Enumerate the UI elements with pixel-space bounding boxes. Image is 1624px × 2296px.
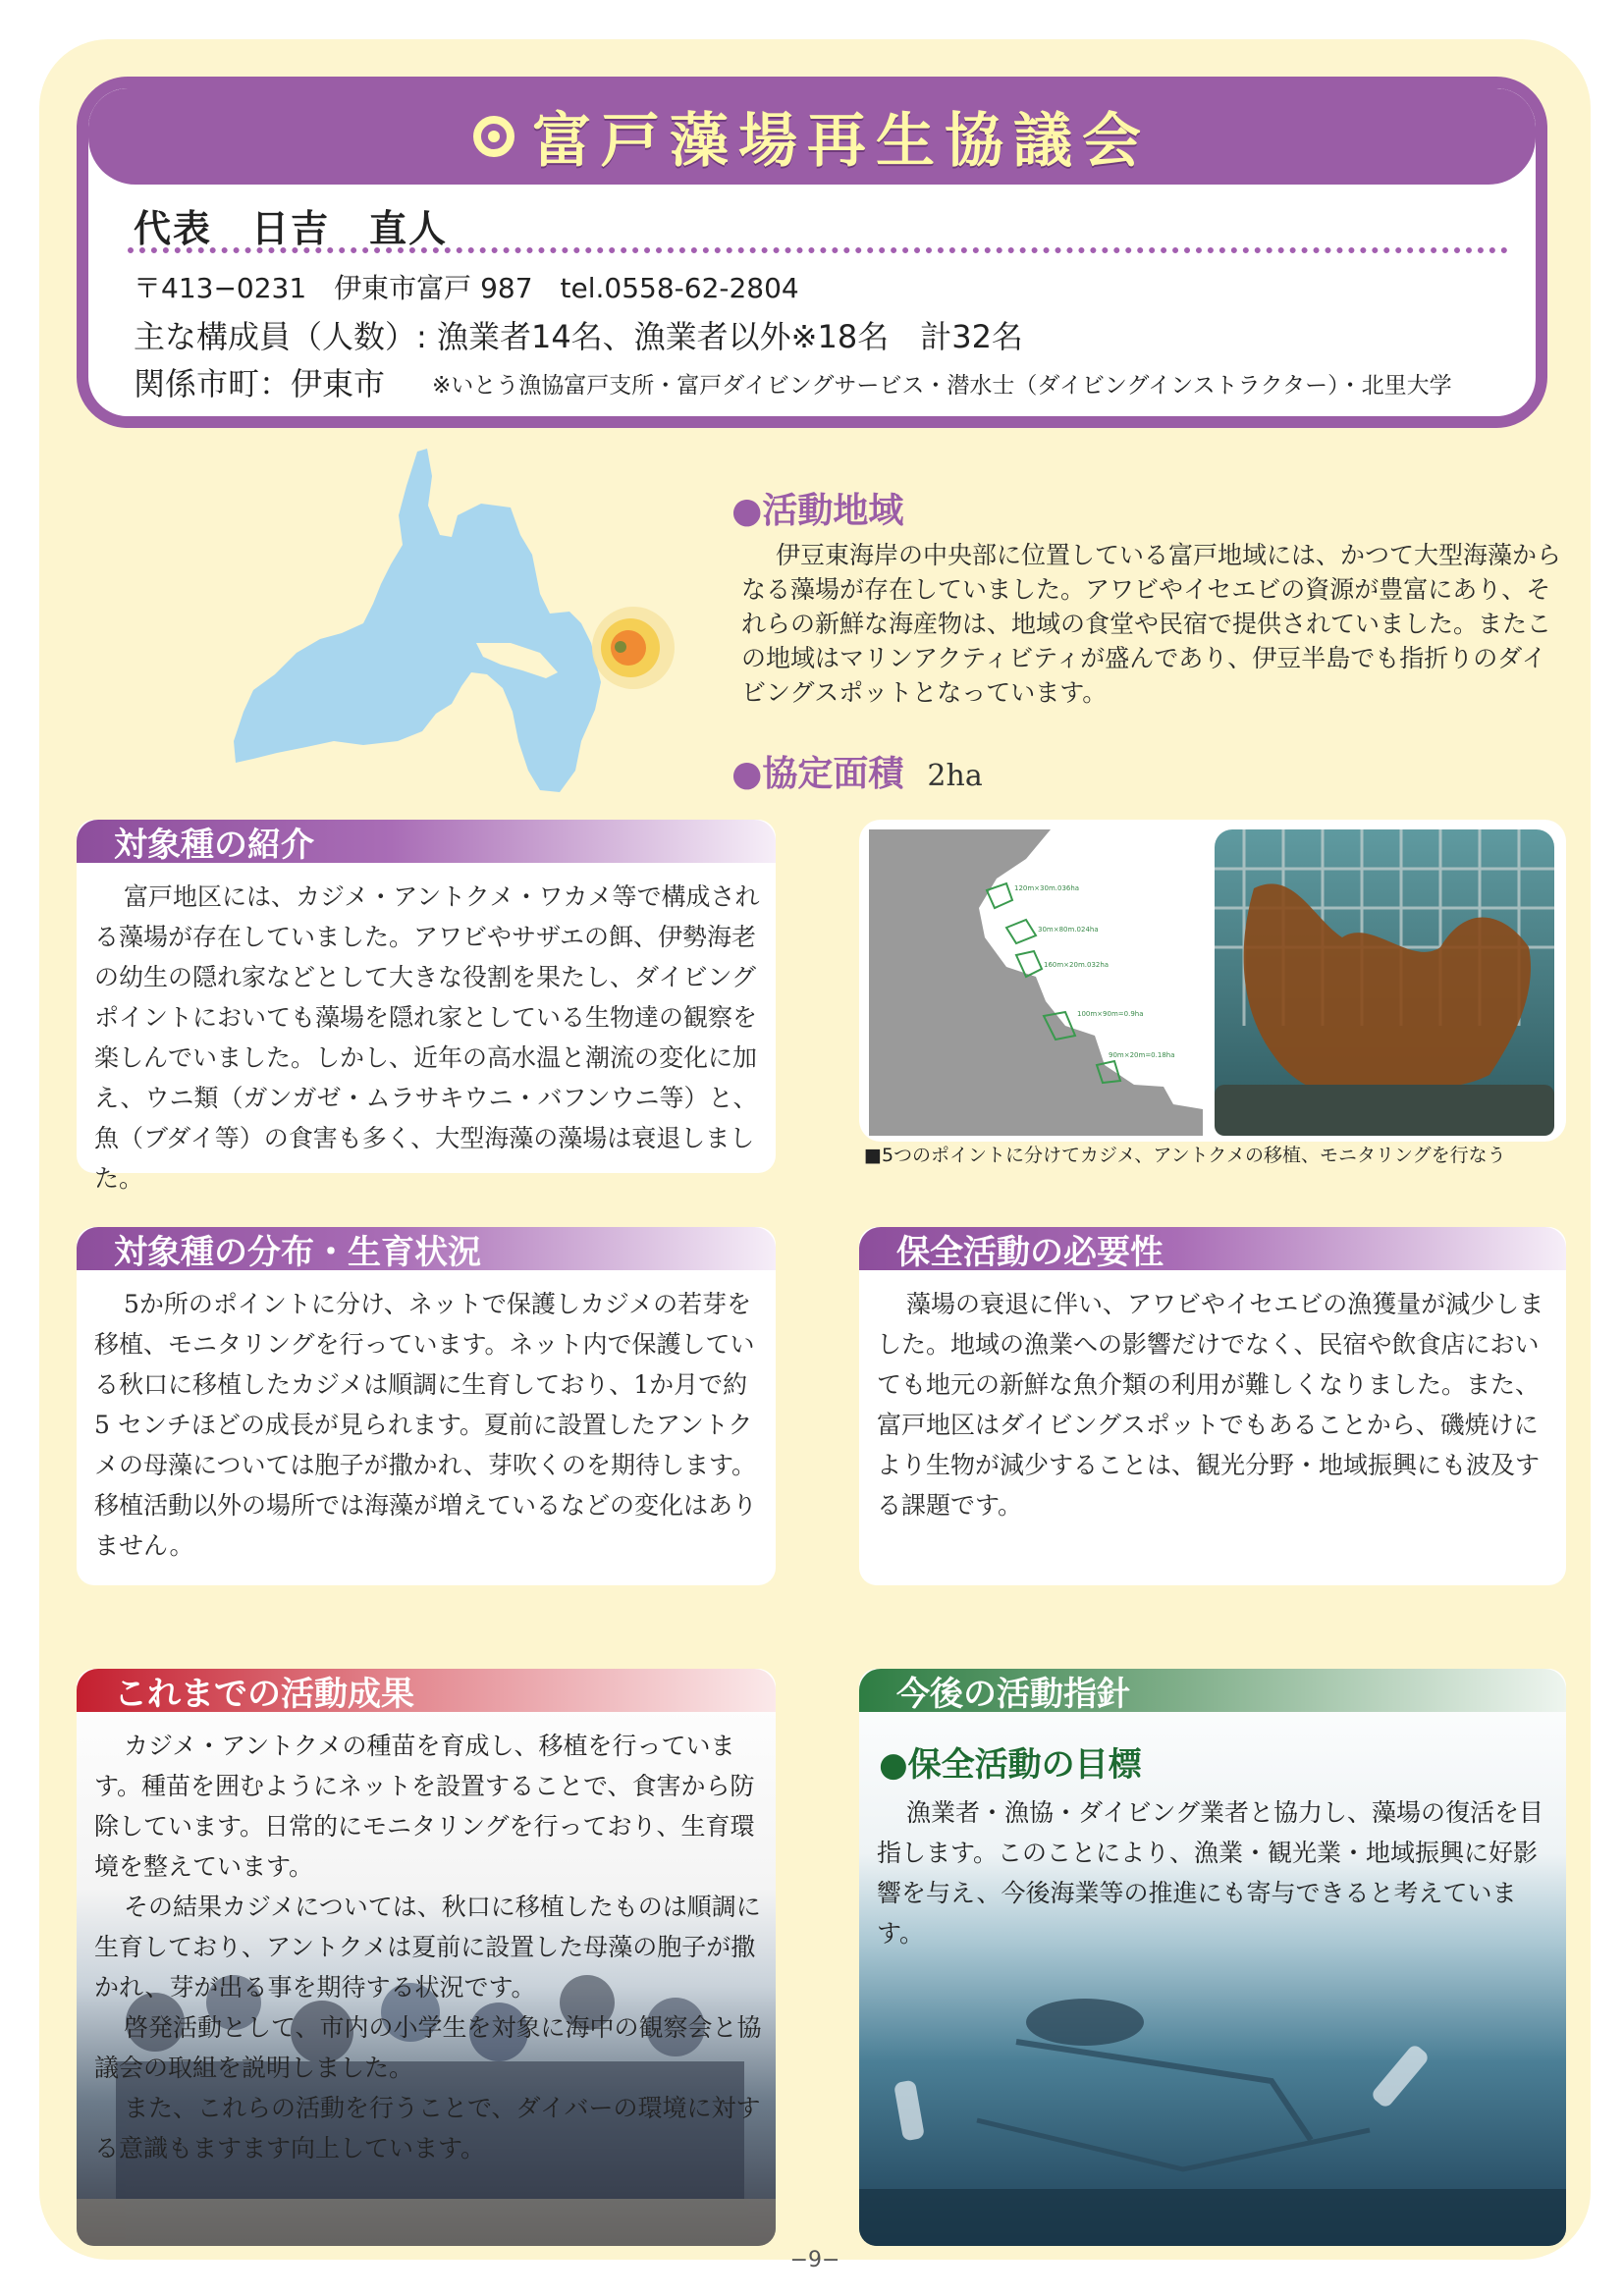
zone-label-1: 120m×30m.036ha	[1014, 884, 1080, 892]
agreed-area-heading	[731, 746, 983, 796]
circle-mark-icon	[473, 116, 514, 157]
fin-left	[893, 2080, 925, 2142]
activity-area-text: 伊豆東海岸の中央部に位置している富戸地域には、かつて大型海藻からなる藻場が存在していました。アワビやイセエビの資源が豊富にあり、それらの新鮮な海産物は、地域の食堂や民宿で提供されていました。またこの地域はマリンアクティビティが盛んであり、伊豆半島でも指折りのダイビングスポットとなっています。	[741, 541, 1562, 707]
members-count: 主な構成員（人数）: 漁業者14名、漁業者以外※18名 計32名	[134, 318, 1023, 355]
necessity-box	[859, 1227, 1566, 1585]
goal-text: 漁業者・漁協・ダイビング業者と協力し、藻場の復活を目指します。このことにより、漁業・観光業・地域振興に好影響を与え、今後海業等の推進にも寄与できると考えています。	[877, 1798, 1544, 1948]
results-heading: これまでの活動成果	[77, 1669, 776, 1712]
related-city: 関係市町：伊東市	[134, 365, 386, 402]
species-intro-text: 富戸地区には、カジメ・アントクメ・ワカメ等で構成される藻場が存在していました。アワビやサザエの餌、伊勢海老の幼生の隠れ家などとして大きな役割を果たし、ダイビングポイントにおいても藻場を隠れ家としている生物達の観察を楽しんでいました。しかし、近年の高水温と潮流の変化に加え、ウニ類（ガンガゼ・ムラサキウニ・バフンウニ等）と、魚（ブダイ等）の食害も多く、大型海藻の藻場は衰退しました。	[94, 882, 760, 1193]
results-paragraph-1: カジメ・アントクメの種苗を育成し、移植を行っています。種苗を囲むようにネットを設置することで、食害から防除しています。日常的にモニタリングを行っており、生育環境を整えています。	[94, 1732, 755, 1881]
distribution-box	[77, 1227, 776, 1585]
zone-label-2: 30m×80m.024ha	[1038, 926, 1099, 934]
members-note: ※いとう漁協富戸支所・富戸ダイビングサービス・潜水士（ダイビングインストラクター）・北里大学	[432, 373, 1452, 399]
species-intro-box	[77, 820, 776, 1193]
goal-heading: ●保全活動の目標	[879, 1745, 1142, 1785]
zone-label-4: 100m×90m=0.9ha	[1077, 1010, 1144, 1018]
necessity-heading: 保全活動の必要性	[859, 1227, 1566, 1270]
future-heading: 今後の活動指針	[859, 1669, 1566, 1712]
page-title-text: 富戸藻場再生協議会	[532, 107, 1151, 176]
photo-caption: ■5つのポイントに分けてカジメ、アントクメの移植、モニタリングを行なう	[864, 1145, 1506, 1166]
zone-label-3: 160m×20m.032ha	[1044, 961, 1110, 969]
location-map	[226, 447, 697, 800]
activity-area-heading: ●活動地域	[731, 491, 904, 531]
dotted-divider	[128, 247, 1508, 253]
agreed-area-value: 2ha	[927, 759, 983, 793]
seaweed-photo	[1215, 829, 1554, 1136]
necessity-text: 藻場の衰退に伴い、アワビやイセエビの漁獲量が減少しました。地域の漁業への影響だけでなく、民宿や飲食店においても地元の新鮮な魚介類の利用が難しくなりました。また、富戸地区はダイビングスポットでもあることから、磯焼けにより生物が減少することは、観光分野・地域振興にも波及する課題です。	[877, 1290, 1544, 1520]
results-paragraph-2: その結果カジメについては、秋口に移植したものは順調に生育しており、アントクメは夏前に設置した母藻の胞子が撒かれ、芽が出る事を期待する状況です。	[94, 1893, 761, 2002]
distribution-heading: 対象種の分布・生育状況	[77, 1227, 776, 1270]
future-box	[859, 1669, 1566, 2246]
zone-label-5: 90m×20m=0.18ha	[1109, 1051, 1175, 1059]
page-number: −9−	[789, 2248, 840, 2272]
page-title	[88, 88, 1536, 185]
representative: 代表 日吉 直人	[134, 207, 449, 250]
species-intro-heading: 対象種の紹介	[77, 820, 776, 863]
results-box	[77, 1669, 776, 2246]
distribution-text: 5か所のポイントに分け、ネットで保護しカジメの若芽を移植、モニタリングを行っています。ネット内で保護している秋口に移植したカジメは順調に生育しており、1か月で約 5 センチほどの成長が見られます。夏前に設置したアントクメの母藻については胞子が撒かれ、芽吹くのを期待します。移植活動以外の場所では海藻が増えているなどの変化はありません。	[94, 1290, 758, 1560]
agreed-area-label: ●協定面積	[731, 754, 904, 794]
prefecture-shape	[234, 449, 601, 792]
header-card	[77, 77, 1547, 428]
planting-area-map-photo	[869, 829, 1203, 1136]
diver-photo	[859, 1963, 1566, 2246]
results-paragraph-3: 啓発活動として、市内の小学生を対象に海中の観察会と協議会の取組を説明しました。	[94, 2013, 762, 2082]
fin-right	[1370, 2043, 1431, 2109]
address: 〒413−0231 伊東市富戸 987 tel.0558-62-2804	[134, 272, 799, 304]
results-paragraph-4: また、これらの活動を行うことで、ダイバーの環境に対する意識もますます向上しています。	[94, 2094, 761, 2163]
